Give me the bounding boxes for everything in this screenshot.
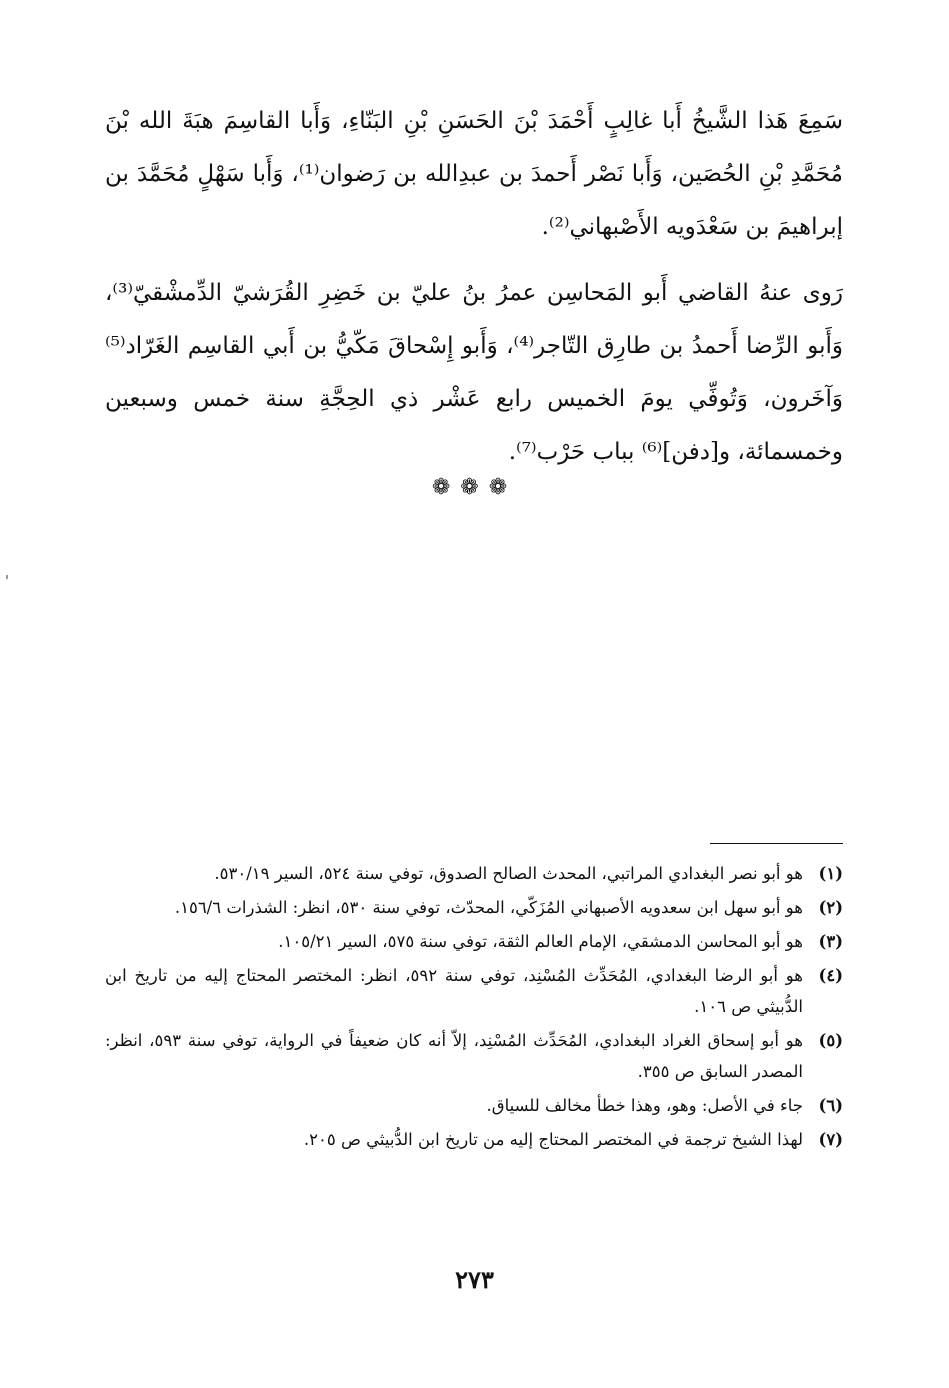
- footnote-text: هو أبو إسحاق الغراد البغدادي، المُحَدِّث المُسْنِد، إلاّ أنه كان ضعيفاً في الرواية، توفي سنة ٥٩٣، انظر: المصدر السابق ص ٣٥٥.: [105, 1031, 803, 1081]
- main-paragraph-1: سَمِعَ هَذا الشَّيخُ أَبا غالِبٍ أَحْمَدَ بْنَ الحَسَنِ بْنِ البَنّاءِ، وَأَبا القاسِمَ هبَةَ الله بْنَ مُحَمَّدِ بْنِ الحُصَين، وَأَبا نَصْر أَحمدَ بن عبدِالله بن رَضوان⁽¹⁾، وَأَبا سَهْلٍ مُحَمَّدَ بن إبراهيمَ بن سَعْدَويه الأَصْبهاني⁽²⁾.: [105, 108, 843, 240]
- footnote-number: (٢): [818, 898, 843, 917]
- page-number: ٢٧٣: [455, 1265, 494, 1294]
- footnote-4: [105, 960, 843, 1022]
- footnote-text: هو أبو المحاسن الدمشقي، الإمام العالم الثقة، توفي سنة ٥٧٥، السير ١٠٥/٢١.: [278, 932, 803, 951]
- main-paragraph-2: رَوى عنهُ القاضي أَبو المَحاسِن عمرُ بنُ عليّ بن خَضِرِ القُرَشيّ الدِّمشْقيّ⁽³⁾، وَأَبو الرِّضا أَحمدُ بن طارِق التّاجر⁽⁴⁾، وَأَبو إِسْحاقَ مَكّيُّ بن أَبي القاسِم الغَرّاد⁽⁵⁾ وَآخَرون، وَتُوفِّي يومَ الخميس رابع عَشْر ذي الحِجَّةِ سنة خمس وسبعين وخمسمائة، و[دفن]⁽⁶⁾ بباب حَرْب⁽⁷⁾.: [105, 280, 843, 465]
- footnote-number: (٧): [818, 1130, 843, 1149]
- footnotes: [105, 858, 843, 1158]
- footnote-number: (١): [818, 864, 843, 883]
- footnote-number: (٤): [818, 966, 843, 985]
- footnote-1: [105, 858, 843, 889]
- footnote-number: (٣): [818, 932, 843, 951]
- footnote-number: (٥): [818, 1031, 843, 1050]
- footnote-6: [105, 1090, 843, 1121]
- footnote-text: جاء في الأصل: وهو، وهذا خطأ مخالف للسياق.: [486, 1096, 803, 1115]
- footnote-2: [105, 892, 843, 923]
- footnote-text: هو أبو الرضا البغدادي، المُحَدِّث المُسْنِد، توفي سنة ٥٩٢، انظر: المختصر المحتاج إليه من تاريخ ابن الدُّبيثي ص ١٠٦.: [105, 966, 803, 1016]
- footnote-separator-line: [710, 843, 843, 844]
- footnote-text: هو أبو سهل ابن سعدويه الأصبهاني المُزَكّي، المحدّث، توفي سنة ٥٣٠، انظر: الشذرات ١٥٦/٦.: [174, 898, 803, 917]
- footnote-text: لهذا الشيخ ترجمة في المختصر المحتاج إليه من تاريخ ابن الدُّبيثي ص ٢٠٥.: [303, 1130, 803, 1149]
- section-divider-ornament: ❁❁❁: [431, 475, 518, 500]
- margin-mark: [6, 575, 8, 579]
- footnote-number: (٦): [818, 1096, 843, 1115]
- main-text: [105, 95, 843, 479]
- footnote-5: [105, 1025, 843, 1087]
- footnote-7: [105, 1124, 843, 1155]
- footnote-text: هو أبو نصر البغدادي المراتبي، المحدث الصالح الصدوق، توفي سنة ٥٢٤، السير ٥٣٠/١٩.: [214, 864, 803, 883]
- footnote-3: [105, 926, 843, 957]
